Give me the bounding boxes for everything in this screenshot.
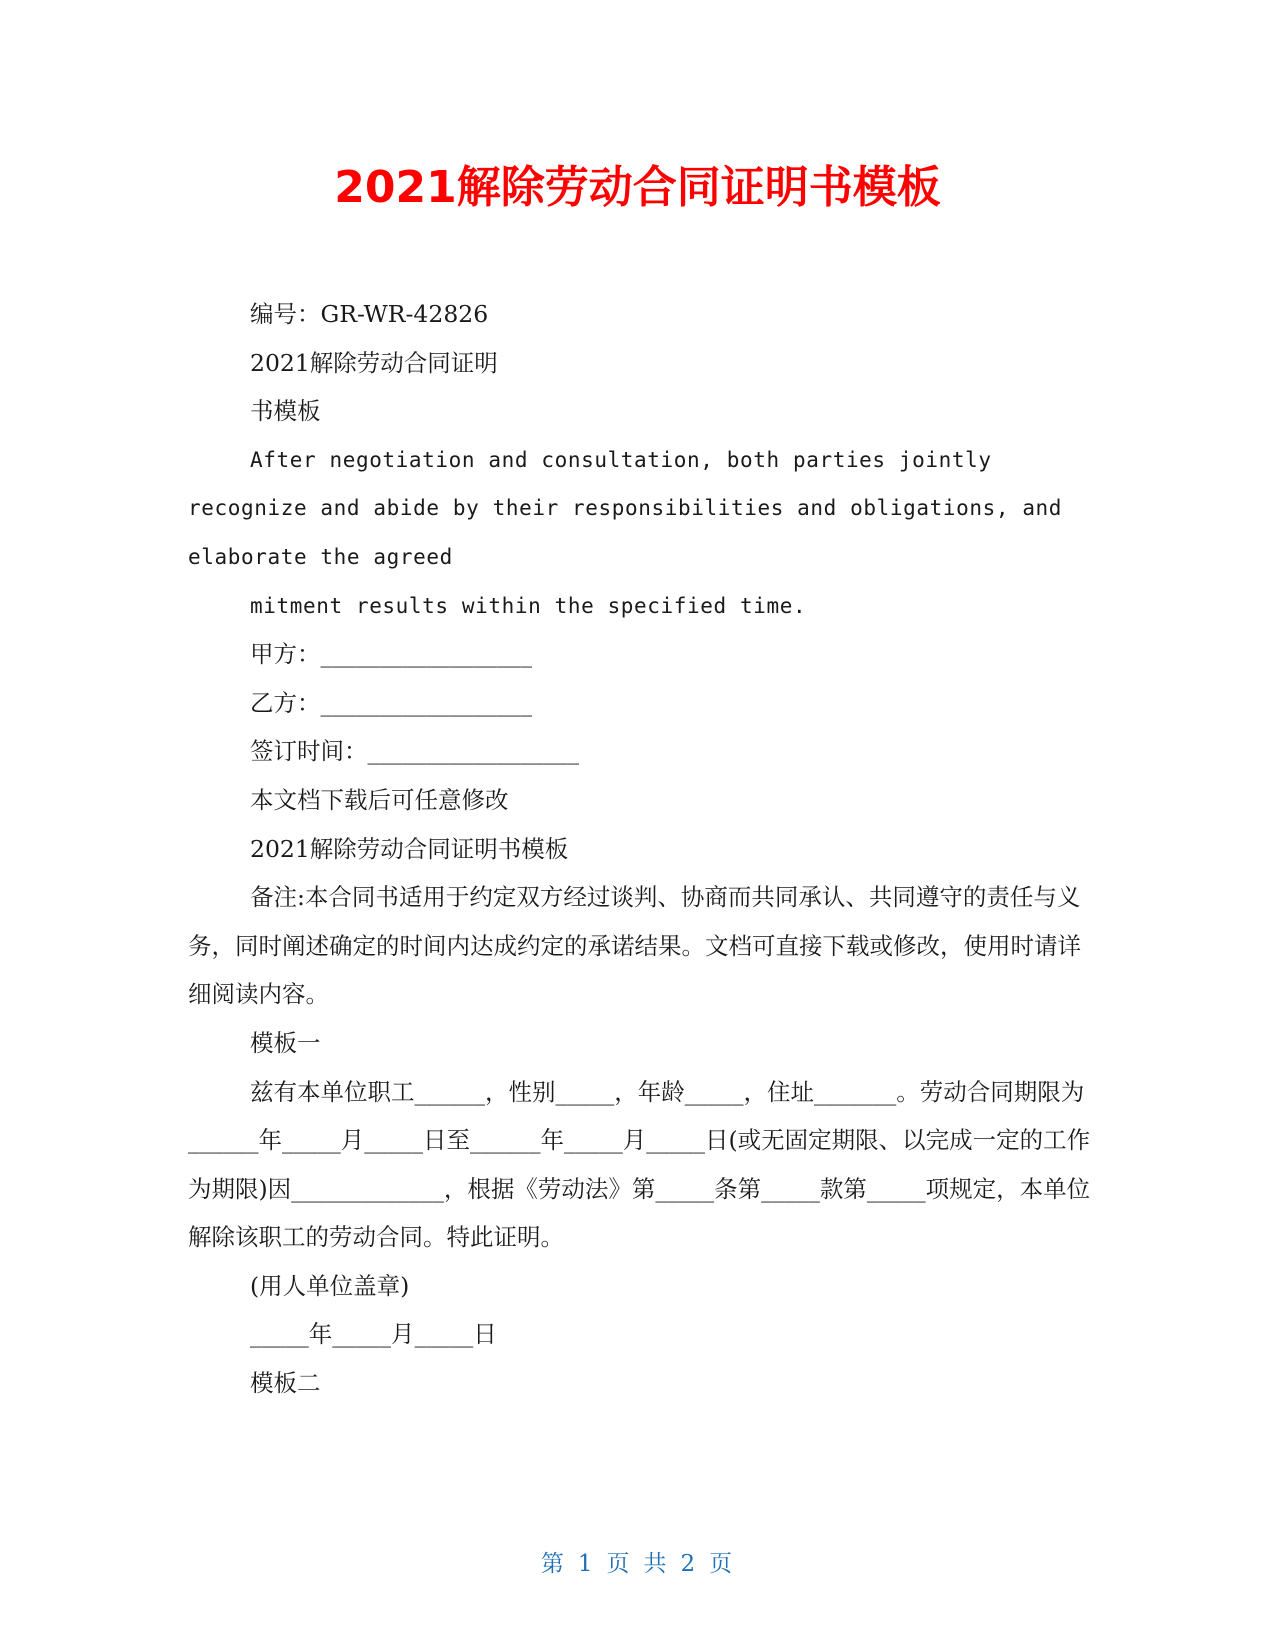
english-paragraph-continued: mitment results within the specified time. — [250, 593, 807, 618]
seal-line: (用人单位盖章) — [250, 1271, 410, 1300]
party-b-field: 乙方：__________________ — [250, 688, 532, 717]
footer-total-label: 共 — [643, 1551, 669, 1577]
footer-page-total: 2 — [680, 1551, 698, 1577]
editable-note: 本文档下载后可任意修改 — [250, 785, 509, 814]
footer-page-current: 1 — [577, 1551, 595, 1577]
template-2-heading: 模板二 — [250, 1369, 321, 1398]
page-footer — [0, 1545, 1275, 1578]
subtitle-line-1: 2021解除劳动合同证明 — [250, 348, 498, 377]
footer-page-end: 页 — [709, 1551, 735, 1577]
footer-page-label: 第 — [540, 1551, 566, 1577]
document-name: 2021解除劳动合同证明书模板 — [250, 834, 569, 863]
document-title: 2021解除劳动合同证明书模板 — [334, 162, 941, 213]
date-blank-line: _____年_____月_____日 — [250, 1320, 497, 1349]
subtitle-line-2: 书模板 — [250, 397, 321, 426]
sign-date-field: 签订时间：__________________ — [250, 737, 579, 766]
english-paragraph: After negotiation and consultation, both parties jointly recognize and abide by their responsibilities and obligations, and elaborate the agreed — [188, 447, 1076, 569]
footer-page-mid: 页 — [606, 1551, 632, 1577]
template-1-body: 兹有本单位职工______，性别_____，年龄_____，住址_______。劳动合同期限为______年_____月_____日至______年_____月_____日(或无固定期限、以完成一定的工作为期限)因_____________，根据《劳动法》第_____条第_____款第_____项规定，本单位解除该职工的劳动合同。特此证明。 — [188, 1077, 1091, 1252]
document-number: 编号：GR-WR-42826 — [250, 300, 489, 328]
remark-paragraph: 备注:本合同书适用于约定双方经过谈判、协商而共同承认、共同遵守的责任与义务，同时阐述确定的时间内达成约定的承诺结果。文档可直接下载或修改，使用时请详细阅读内容。 — [188, 883, 1081, 1009]
template-1-heading: 模板一 — [250, 1028, 321, 1057]
party-a-field: 甲方：__________________ — [250, 640, 532, 669]
document-body — [188, 290, 1092, 1408]
